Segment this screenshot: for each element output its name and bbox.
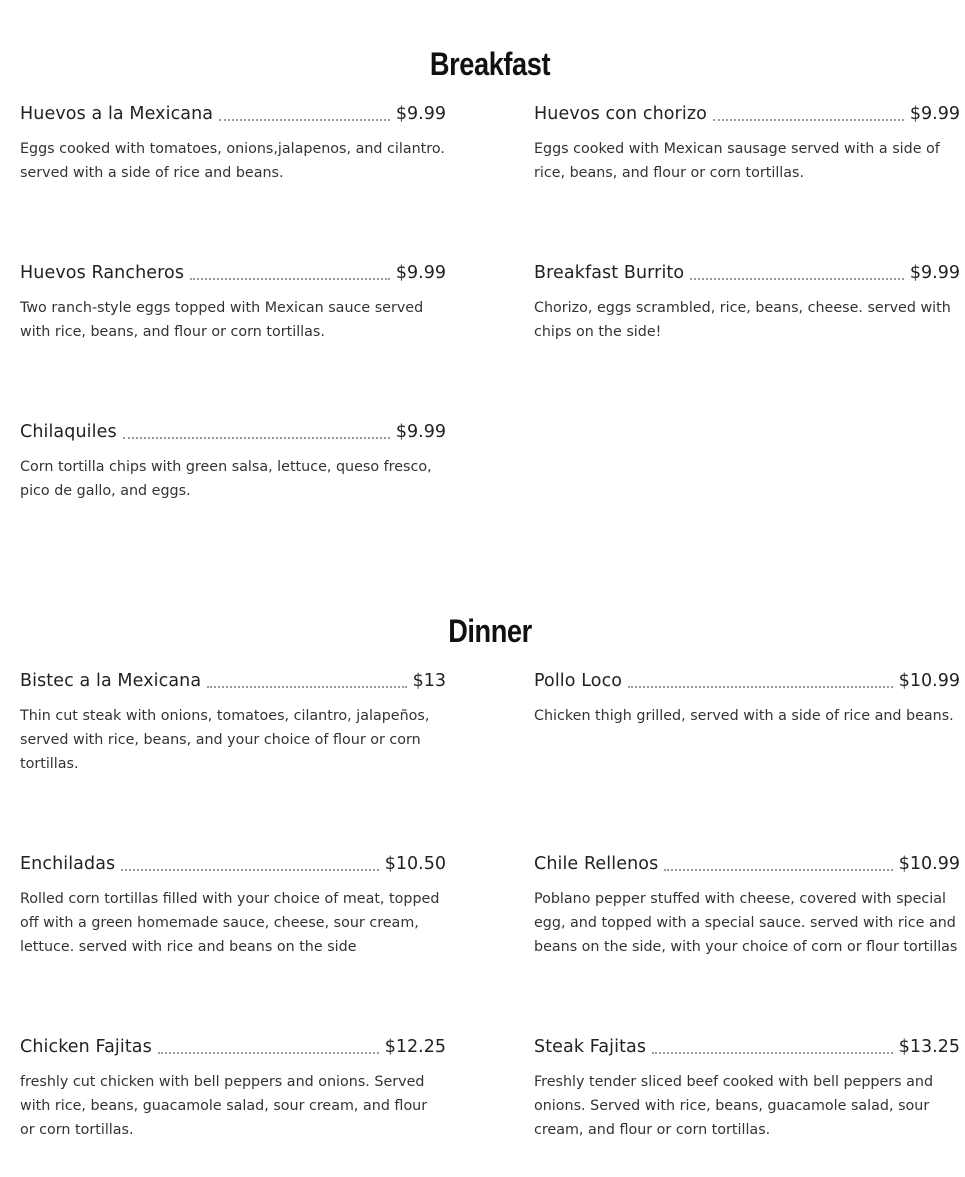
dot-leader: [190, 278, 390, 280]
item-description: Two ranch-style eggs topped with Mexican sauce served with rice, beans, and flour or corn tortillas.: [20, 300, 424, 340]
item-price: $9.99: [395, 422, 446, 442]
dot-leader: [690, 278, 904, 280]
item-price: $10.99: [898, 854, 960, 874]
menu-item: [20, 260, 446, 344]
menu-item: [20, 851, 446, 959]
item-description: Eggs cooked with Mexican sausage served with a side of rice, beans, and flour or corn tortillas.: [534, 141, 940, 181]
item-price: $9.99: [909, 104, 960, 124]
menu-item: [20, 668, 446, 776]
item-description: Poblano pepper stuffed with cheese, covered with special egg, and topped with a special sauce. served with rice and beans on the side, with your choice of corn or flour tortillas: [534, 891, 958, 955]
item-description: Rolled corn tortillas filled with your choice of meat, topped off with a green homemade sauce, cheese, sour cream, lettuce. served with rice and beans on the side: [20, 891, 440, 955]
menu-item: [20, 101, 446, 185]
item-price: $9.99: [395, 104, 446, 124]
item-price: $13: [412, 671, 446, 691]
item-description: Thin cut steak with onions, tomatoes, cilantro, jalapeños, served with rice, beans, and your choice of flour or corn tortillas.: [20, 708, 430, 772]
item-description: Chicken thigh grilled, served with a side of rice and beans.: [534, 708, 954, 724]
dot-leader: [713, 119, 904, 121]
dot-leader: [121, 869, 379, 871]
section-title-breakfast: Breakfast: [429, 46, 551, 82]
item-price: $9.99: [909, 263, 960, 283]
menu-item: [20, 419, 446, 503]
item-name: Bistec a la Mexicana: [20, 671, 202, 691]
item-price: $10.50: [384, 854, 446, 874]
menu-item: [534, 260, 960, 344]
item-description: Freshly tender sliced beef cooked with bell peppers and onions. Served with rice, beans, guacamole salad, sour cream, and flour or corn tortillas.: [534, 1074, 934, 1138]
item-description: Chorizo, eggs scrambled, rice, beans, cheese. served with chips on the side!: [534, 300, 951, 340]
item-name: Chilaquiles: [20, 422, 117, 442]
item-description: Eggs cooked with tomatoes, onions,jalapenos, and cilantro. served with a side of rice and beans.: [20, 141, 445, 181]
menu-item: [534, 1034, 960, 1142]
item-price: $12.25: [384, 1037, 446, 1057]
item-name: Pollo Loco: [534, 671, 623, 691]
section-title-dinner: Dinner: [448, 613, 532, 649]
item-name: Huevos con chorizo: [534, 104, 707, 124]
menu-item: [534, 101, 960, 185]
dot-leader: [207, 686, 406, 688]
menu-item: [534, 668, 960, 728]
dot-leader: [219, 119, 390, 121]
item-price: $10.99: [898, 671, 960, 691]
item-name: Huevos Rancheros: [20, 263, 185, 283]
dot-leader: [628, 686, 893, 688]
item-name: Enchiladas: [20, 854, 116, 874]
dot-leader: [652, 1052, 893, 1054]
item-name: Chile Rellenos: [534, 854, 659, 874]
item-price: $13.25: [898, 1037, 960, 1057]
item-description: freshly cut chicken with bell peppers and onions. Served with rice, beans, guacamole salad, sour cream, and flour or corn tortillas.: [20, 1074, 428, 1138]
menu-item: [534, 851, 960, 959]
dot-leader: [158, 1052, 379, 1054]
item-price: $9.99: [395, 263, 446, 283]
menu-item: [20, 1034, 446, 1142]
dot-leader: [664, 869, 892, 871]
item-name: Steak Fajitas: [534, 1037, 647, 1057]
item-name: Huevos a la Mexicana: [20, 104, 214, 124]
item-name: Chicken Fajitas: [20, 1037, 152, 1057]
item-name: Breakfast Burrito: [534, 263, 685, 283]
dot-leader: [123, 437, 390, 439]
item-description: Corn tortilla chips with green salsa, lettuce, queso fresco, pico de gallo, and eggs.: [20, 459, 432, 499]
